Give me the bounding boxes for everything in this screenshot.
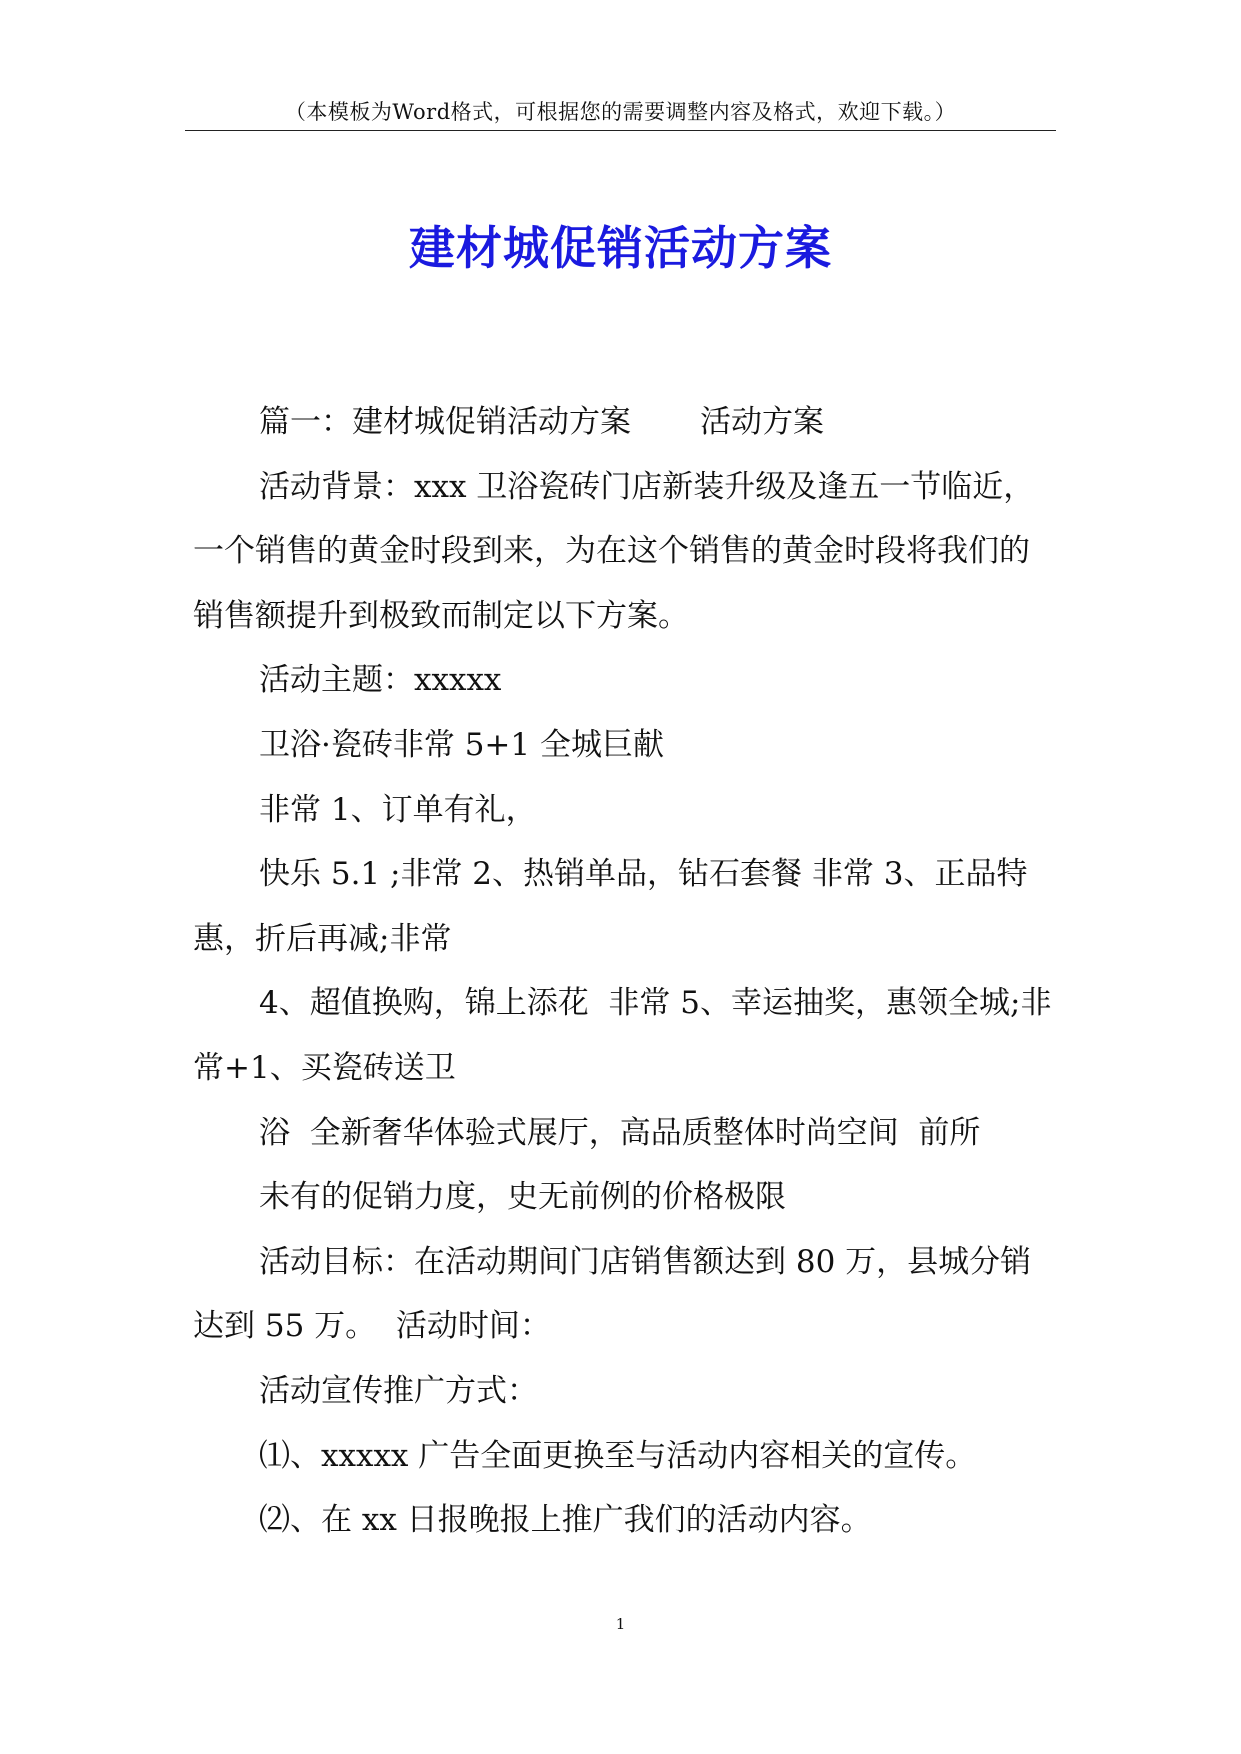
paragraph-showroom: 浴 全新奢华体验式展厅，高品质整体时尚空间 前所 bbox=[259, 1114, 981, 1151]
document-title: 建材城促销活动方案 bbox=[409, 221, 832, 275]
paragraph-publicity-1: ⑴、xxxxx 广告全面更换至与活动内容相关的宣传。 bbox=[259, 1437, 977, 1474]
paragraph-offer-1: 非常 1、订单有礼， bbox=[259, 791, 537, 828]
paragraph-offer-4-5: 4、超值换购，锦上添花 非常 5、幸运抽奖，惠领全城;非常+1、买瓷砖送卫 bbox=[193, 985, 1052, 1086]
paragraph-publicity-2: ⑵、在 xx 日报晚报上推广我们的活动内容。 bbox=[259, 1502, 872, 1539]
paragraph-publicity-heading: 活动宣传推广方式： bbox=[259, 1372, 538, 1409]
document-body bbox=[193, 390, 1055, 1553]
paragraph-goal: 活动目标：在活动期间门店销售额达到 80 万，县城分销达到 55 万。 活动时间： bbox=[193, 1243, 1032, 1345]
paragraph-theme: 活动主题：xxxxx bbox=[259, 662, 502, 699]
paragraph-offer-2-3: 快乐 5.1 ;非常 2、热销单品，钻石套餐 非常 3、正品特惠，折后再减;非常 bbox=[193, 856, 1028, 957]
paragraph-slogan: 卫浴·瓷砖非常 5+1 全城巨献 bbox=[259, 726, 664, 763]
paragraph-promotion: 未有的促销力度，史无前例的价格极限 bbox=[259, 1179, 786, 1216]
template-note: （本模板为Word格式，可根据您的需要调整内容及格式，欢迎下载。） bbox=[284, 100, 957, 124]
paragraph-section-heading: 篇一：建材城促销活动方案 活动方案 bbox=[259, 404, 824, 440]
page-number: 1 bbox=[615, 1615, 626, 1633]
paragraph-background: 活动背景：xxx 卫浴瓷砖门店新装升级及逢五一节临近，一个销售的黄金时段到来，为在这个销售的黄金时段将我们的销售额提升到极致而制定以下方案。 bbox=[193, 468, 1035, 634]
header-divider bbox=[185, 130, 1056, 131]
